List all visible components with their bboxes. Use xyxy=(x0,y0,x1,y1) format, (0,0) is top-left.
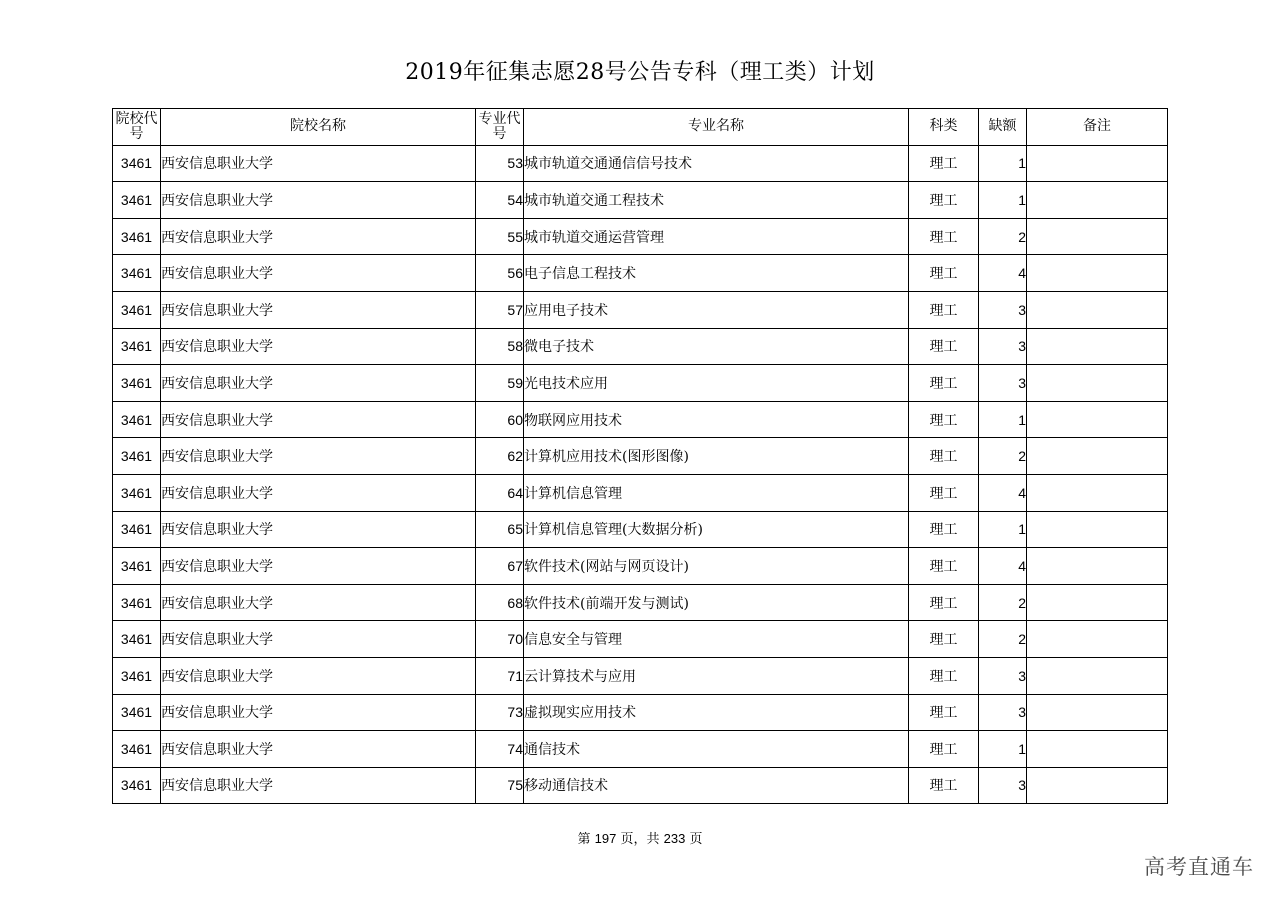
table-row xyxy=(113,584,1168,621)
table-row xyxy=(113,438,1168,475)
cell-notes xyxy=(1027,218,1168,255)
footer-suffix: 页 xyxy=(689,832,703,847)
cell-vacancies: 4 xyxy=(979,474,1027,511)
cell-major-code: 74 xyxy=(476,731,524,768)
cell-school-code: 3461 xyxy=(113,731,161,768)
cell-vacancies: 3 xyxy=(979,328,1027,365)
cell-major-code: 58 xyxy=(476,328,524,365)
cell-notes xyxy=(1027,548,1168,585)
cell-school-name: 西安信息职业大学 xyxy=(161,584,476,621)
header-school-name: 院校名称 xyxy=(161,109,476,146)
header-vacancies: 缺额 xyxy=(979,109,1027,146)
table-row xyxy=(113,767,1168,804)
cell-category: 理工 xyxy=(909,511,979,548)
cell-school-code: 3461 xyxy=(113,255,161,292)
cell-category: 理工 xyxy=(909,401,979,438)
cell-vacancies: 3 xyxy=(979,365,1027,402)
footer-prefix: 第 xyxy=(577,832,591,847)
cell-notes xyxy=(1027,767,1168,804)
cell-notes xyxy=(1027,657,1168,694)
cell-major-name: 电子信息工程技术 xyxy=(524,255,909,292)
cell-category: 理工 xyxy=(909,291,979,328)
cell-vacancies: 3 xyxy=(979,291,1027,328)
cell-major-code: 75 xyxy=(476,767,524,804)
header-major-name: 专业名称 xyxy=(524,109,909,146)
watermark-text: 高考直通车 xyxy=(1144,855,1254,879)
cell-major-name: 城市轨道交通工程技术 xyxy=(524,182,909,219)
cell-major-code: 68 xyxy=(476,584,524,621)
table-header-row xyxy=(113,109,1168,146)
cell-school-code: 3461 xyxy=(113,657,161,694)
cell-school-name: 西安信息职业大学 xyxy=(161,328,476,365)
cell-major-code: 62 xyxy=(476,438,524,475)
cell-vacancies: 1 xyxy=(979,731,1027,768)
cell-vacancies: 4 xyxy=(979,255,1027,292)
cell-vacancies: 1 xyxy=(979,182,1027,219)
cell-major-name: 软件技术(前端开发与测试) xyxy=(524,584,909,621)
cell-vacancies: 1 xyxy=(979,511,1027,548)
cell-school-code: 3461 xyxy=(113,511,161,548)
cell-notes xyxy=(1027,255,1168,292)
cell-major-code: 54 xyxy=(476,182,524,219)
cell-major-code: 65 xyxy=(476,511,524,548)
cell-school-name: 西安信息职业大学 xyxy=(161,731,476,768)
cell-category: 理工 xyxy=(909,694,979,731)
cell-notes xyxy=(1027,182,1168,219)
cell-notes xyxy=(1027,365,1168,402)
cell-school-code: 3461 xyxy=(113,474,161,511)
cell-notes xyxy=(1027,731,1168,768)
cell-category: 理工 xyxy=(909,621,979,658)
cell-major-code: 67 xyxy=(476,548,524,585)
table-row xyxy=(113,474,1168,511)
cell-notes xyxy=(1027,474,1168,511)
cell-category: 理工 xyxy=(909,328,979,365)
table-body xyxy=(113,145,1168,804)
cell-notes xyxy=(1027,401,1168,438)
cell-major-code: 64 xyxy=(476,474,524,511)
cell-major-name: 云计算技术与应用 xyxy=(524,657,909,694)
header-category: 科类 xyxy=(909,109,979,146)
cell-category: 理工 xyxy=(909,145,979,182)
cell-school-name: 西安信息职业大学 xyxy=(161,218,476,255)
cell-school-name: 西安信息职业大学 xyxy=(161,145,476,182)
cell-school-name: 西安信息职业大学 xyxy=(161,694,476,731)
header-school-code: 院校代号 xyxy=(113,109,161,146)
cell-category: 理工 xyxy=(909,474,979,511)
cell-vacancies: 1 xyxy=(979,401,1027,438)
cell-notes xyxy=(1027,328,1168,365)
table-row xyxy=(113,511,1168,548)
page-footer xyxy=(0,829,1280,850)
cell-major-code: 60 xyxy=(476,401,524,438)
cell-school-code: 3461 xyxy=(113,145,161,182)
cell-vacancies: 4 xyxy=(979,548,1027,585)
table-row xyxy=(113,145,1168,182)
footer-total-pages: 233 xyxy=(663,831,686,846)
table-row xyxy=(113,621,1168,658)
table-row xyxy=(113,401,1168,438)
cell-vacancies: 2 xyxy=(979,584,1027,621)
cell-category: 理工 xyxy=(909,255,979,292)
cell-school-name: 西安信息职业大学 xyxy=(161,767,476,804)
cell-major-name: 移动通信技术 xyxy=(524,767,909,804)
header-major-code: 专业代号 xyxy=(476,109,524,146)
cell-notes xyxy=(1027,438,1168,475)
cell-school-name: 西安信息职业大学 xyxy=(161,401,476,438)
cell-notes xyxy=(1027,621,1168,658)
cell-major-name: 城市轨道交通运营管理 xyxy=(524,218,909,255)
cell-notes xyxy=(1027,584,1168,621)
cell-vacancies: 3 xyxy=(979,657,1027,694)
cell-major-name: 城市轨道交通通信信号技术 xyxy=(524,145,909,182)
cell-notes xyxy=(1027,291,1168,328)
cell-category: 理工 xyxy=(909,548,979,585)
cell-school-name: 西安信息职业大学 xyxy=(161,182,476,219)
cell-school-code: 3461 xyxy=(113,218,161,255)
cell-major-name: 虚拟现实应用技术 xyxy=(524,694,909,731)
cell-category: 理工 xyxy=(909,218,979,255)
cell-school-code: 3461 xyxy=(113,548,161,585)
table-row xyxy=(113,548,1168,585)
cell-school-name: 西安信息职业大学 xyxy=(161,657,476,694)
cell-major-code: 59 xyxy=(476,365,524,402)
table-row xyxy=(113,218,1168,255)
cell-major-code: 56 xyxy=(476,255,524,292)
cell-major-name: 计算机信息管理 xyxy=(524,474,909,511)
cell-school-code: 3461 xyxy=(113,584,161,621)
cell-school-name: 西安信息职业大学 xyxy=(161,511,476,548)
page-title: 2019年征集志愿28号公告专科（理工类）计划 xyxy=(405,60,875,85)
cell-school-name: 西安信息职业大学 xyxy=(161,621,476,658)
table-row xyxy=(113,657,1168,694)
cell-category: 理工 xyxy=(909,584,979,621)
table-row xyxy=(113,328,1168,365)
plan-table xyxy=(112,108,1168,804)
cell-category: 理工 xyxy=(909,365,979,402)
cell-major-name: 应用电子技术 xyxy=(524,291,909,328)
cell-major-name: 软件技术(网站与网页设计) xyxy=(524,548,909,585)
cell-category: 理工 xyxy=(909,731,979,768)
table-row xyxy=(113,694,1168,731)
cell-vacancies: 2 xyxy=(979,438,1027,475)
table-row xyxy=(113,182,1168,219)
cell-vacancies: 3 xyxy=(979,694,1027,731)
cell-category: 理工 xyxy=(909,657,979,694)
cell-major-name: 信息安全与管理 xyxy=(524,621,909,658)
cell-major-code: 70 xyxy=(476,621,524,658)
cell-notes xyxy=(1027,145,1168,182)
cell-major-name: 计算机应用技术(图形图像) xyxy=(524,438,909,475)
cell-school-code: 3461 xyxy=(113,401,161,438)
cell-major-name: 微电子技术 xyxy=(524,328,909,365)
table-row xyxy=(113,731,1168,768)
cell-category: 理工 xyxy=(909,767,979,804)
cell-school-code: 3461 xyxy=(113,767,161,804)
cell-school-code: 3461 xyxy=(113,182,161,219)
cell-category: 理工 xyxy=(909,438,979,475)
cell-major-name: 通信技术 xyxy=(524,731,909,768)
table-row xyxy=(113,365,1168,402)
cell-major-code: 71 xyxy=(476,657,524,694)
cell-school-code: 3461 xyxy=(113,694,161,731)
cell-category: 理工 xyxy=(909,182,979,219)
cell-vacancies: 3 xyxy=(979,767,1027,804)
table-row xyxy=(113,255,1168,292)
cell-school-code: 3461 xyxy=(113,291,161,328)
cell-major-code: 55 xyxy=(476,218,524,255)
cell-major-code: 73 xyxy=(476,694,524,731)
cell-school-name: 西安信息职业大学 xyxy=(161,438,476,475)
cell-school-name: 西安信息职业大学 xyxy=(161,365,476,402)
cell-school-code: 3461 xyxy=(113,621,161,658)
header-notes: 备注 xyxy=(1027,109,1168,146)
cell-school-name: 西安信息职业大学 xyxy=(161,548,476,585)
cell-major-code: 57 xyxy=(476,291,524,328)
cell-major-name: 物联网应用技术 xyxy=(524,401,909,438)
cell-notes xyxy=(1027,694,1168,731)
cell-major-code: 53 xyxy=(476,145,524,182)
cell-major-name: 计算机信息管理(大数据分析) xyxy=(524,511,909,548)
footer-page-number: 197 xyxy=(594,831,617,846)
cell-vacancies: 2 xyxy=(979,621,1027,658)
cell-school-code: 3461 xyxy=(113,328,161,365)
cell-school-name: 西安信息职业大学 xyxy=(161,255,476,292)
cell-major-name: 光电技术应用 xyxy=(524,365,909,402)
cell-school-name: 西安信息职业大学 xyxy=(161,291,476,328)
cell-vacancies: 1 xyxy=(979,145,1027,182)
cell-school-code: 3461 xyxy=(113,438,161,475)
table-row xyxy=(113,291,1168,328)
footer-middle: 页，共 xyxy=(620,832,660,847)
cell-notes xyxy=(1027,511,1168,548)
cell-school-code: 3461 xyxy=(113,365,161,402)
cell-school-name: 西安信息职业大学 xyxy=(161,474,476,511)
cell-vacancies: 2 xyxy=(979,218,1027,255)
